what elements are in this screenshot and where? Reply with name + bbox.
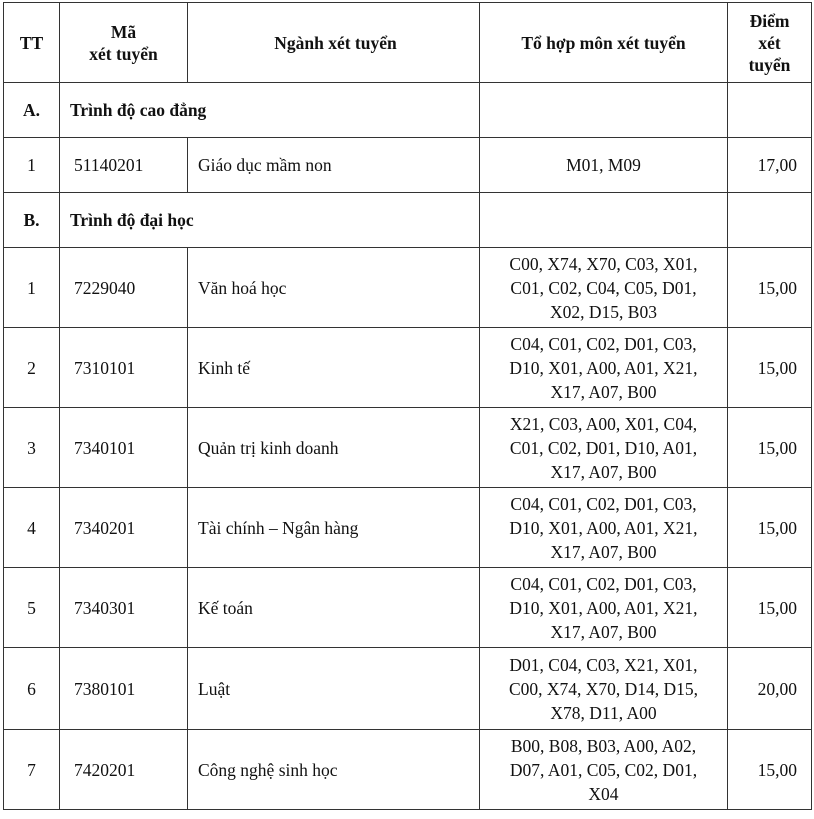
row-code: 7229040 — [60, 248, 188, 328]
row-score: 15,00 — [728, 328, 812, 408]
combo-line: C04, C01, C02, D01, C03, — [510, 493, 697, 514]
combo-line: X17, A07, B00 — [550, 541, 657, 562]
row-tt: 3 — [4, 408, 60, 488]
table-header-row — [4, 3, 812, 83]
row-score: 15,00 — [728, 408, 812, 488]
row-code: 7340201 — [60, 488, 188, 568]
row-major: Văn hoá học — [188, 248, 480, 328]
section-title: Trình độ đại học — [60, 193, 480, 248]
empty-cell — [728, 193, 812, 248]
row-combo — [480, 408, 728, 488]
table-row — [4, 488, 812, 568]
table-row — [4, 730, 812, 810]
row-major: Giáo dục mầm non — [188, 138, 480, 193]
row-tt: 5 — [4, 568, 60, 648]
row-code: 7380101 — [60, 648, 188, 730]
combo-line: D07, A01, C05, C02, D01, — [509, 759, 698, 780]
row-major: Tài chính – Ngân hàng — [188, 488, 480, 568]
combo-line: C04, C01, C02, D01, C03, — [510, 333, 697, 354]
empty-cell — [480, 193, 728, 248]
row-combo — [480, 248, 728, 328]
header-combo: Tổ hợp môn xét tuyển — [480, 3, 728, 83]
row-tt: 2 — [4, 328, 60, 408]
row-score: 15,00 — [728, 568, 812, 648]
header-score-line: tuyển — [748, 54, 791, 75]
row-tt: 4 — [4, 488, 60, 568]
row-code: 7340101 — [60, 408, 188, 488]
header-code-line: xét tuyển — [89, 43, 158, 64]
row-score: 15,00 — [728, 488, 812, 568]
combo-line: M01, M09 — [566, 155, 641, 175]
row-code: 51140201 — [60, 138, 188, 193]
combo-line: D01, C04, C03, X21, X01, — [509, 654, 698, 675]
row-combo — [480, 488, 728, 568]
combo-line: C01, C02, C04, C05, D01, — [510, 277, 697, 298]
header-code-line: Mã — [110, 21, 137, 42]
row-major: Kinh tế — [188, 328, 480, 408]
section-title: Trình độ cao đẳng — [60, 83, 480, 138]
combo-line: D10, X01, A00, A01, X21, — [509, 357, 698, 378]
row-major: Luật — [188, 648, 480, 730]
row-combo — [480, 648, 728, 730]
combo-line: X21, C03, A00, X01, C04, — [509, 413, 698, 434]
table-row — [4, 408, 812, 488]
combo-line: C01, C02, D01, D10, A01, — [509, 437, 698, 458]
row-major: Kế toán — [188, 568, 480, 648]
combo-line: X17, A07, B00 — [550, 381, 657, 402]
row-score: 17,00 — [728, 138, 812, 193]
table-row — [4, 568, 812, 648]
row-combo — [480, 328, 728, 408]
combo-line: D10, X01, A00, A01, X21, — [509, 517, 698, 538]
row-score: 20,00 — [728, 648, 812, 730]
combo-line: X78, D11, A00 — [550, 702, 657, 723]
section-index: B. — [4, 193, 60, 248]
row-code: 7340301 — [60, 568, 188, 648]
combo-line: B00, B08, B03, A00, A02, — [510, 735, 697, 756]
empty-cell — [480, 83, 728, 138]
header-score-line: xét — [758, 32, 781, 53]
row-combo — [480, 138, 728, 193]
combo-line: X02, D15, B03 — [550, 301, 657, 322]
row-major: Công nghệ sinh học — [188, 730, 480, 810]
header-score-line: Điểm — [749, 10, 790, 31]
row-combo — [480, 730, 728, 810]
header-tt: TT — [4, 3, 60, 83]
combo-line: D10, X01, A00, A01, X21, — [509, 597, 698, 618]
combo-line: C04, C01, C02, D01, C03, — [510, 573, 697, 594]
combo-line: C00, X74, X70, C03, X01, — [509, 253, 698, 274]
section-row-college — [4, 83, 812, 138]
admissions-table — [3, 2, 812, 810]
table-row — [4, 648, 812, 730]
header-major: Ngành xét tuyển — [188, 3, 480, 83]
table-row — [4, 138, 812, 193]
section-row-university — [4, 193, 812, 248]
row-tt: 7 — [4, 730, 60, 810]
header-score — [728, 3, 812, 83]
row-code: 7420201 — [60, 730, 188, 810]
combo-line: X04 — [588, 783, 619, 804]
row-tt: 6 — [4, 648, 60, 730]
row-code: 7310101 — [60, 328, 188, 408]
empty-cell — [728, 83, 812, 138]
section-index: A. — [4, 83, 60, 138]
table-row — [4, 248, 812, 328]
row-score: 15,00 — [728, 730, 812, 810]
table-row — [4, 328, 812, 408]
combo-line: C00, X74, X70, D14, D15, — [508, 678, 699, 699]
row-major: Quản trị kinh doanh — [188, 408, 480, 488]
row-tt: 1 — [4, 248, 60, 328]
row-score: 15,00 — [728, 248, 812, 328]
row-tt: 1 — [4, 138, 60, 193]
combo-line: X17, A07, B00 — [550, 621, 657, 642]
row-combo — [480, 568, 728, 648]
header-code — [60, 3, 188, 83]
combo-line: X17, A07, B00 — [550, 461, 657, 482]
